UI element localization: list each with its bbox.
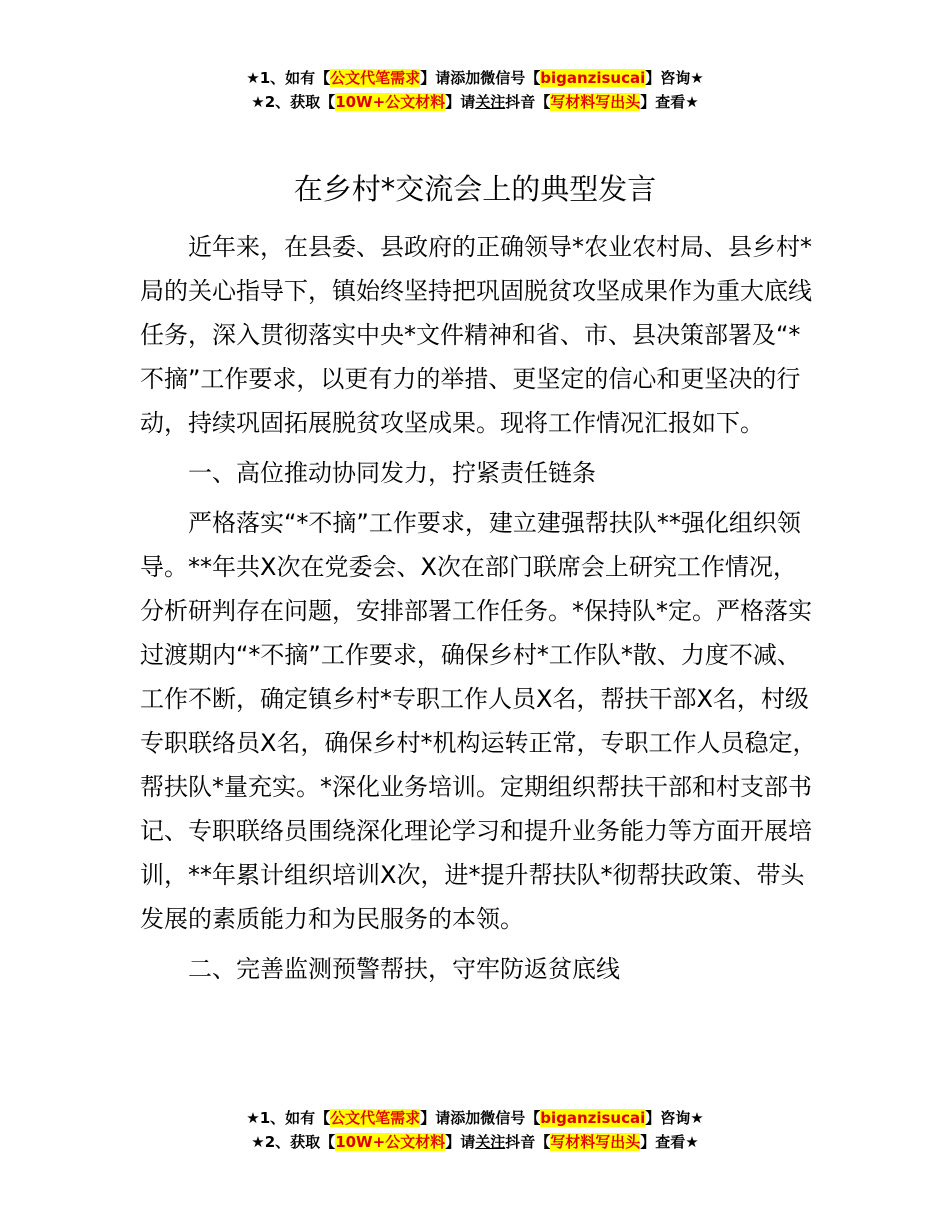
paragraph-intro: 近年来，在县委、县政府的正确领导*农业农村局、县乡村*局的关心指导下，镇始终坚持把巩固脱贫攻坚成果作为重大底线任务，深入贯彻落实中央*文件精神和省、市、县决策部署及“*不摘”工作要求，以更有力的举措、更坚定的信心和更坚决的行动，持续巩固拓展脱贫攻坚成果。现将工作情况汇报如下。 bbox=[140, 233, 812, 437]
banner-text: 抖音【 bbox=[505, 1133, 551, 1151]
banner-text: ★2、获取【 bbox=[251, 93, 336, 111]
highlight-text: 公文代笔需求 bbox=[330, 1109, 421, 1127]
banner-line-2 bbox=[0, 1130, 950, 1154]
section-heading-1: 一、高位推动协同发力，拧紧责任链条 bbox=[188, 459, 596, 487]
banner-text: ★2、获取【 bbox=[251, 1133, 336, 1151]
document-title: 在乡村*交流会上的典型发言 bbox=[293, 172, 657, 206]
section-heading-2: 二、完善监测预警帮扶，守牢防返贫底线 bbox=[188, 955, 620, 983]
banner-text: 】请添加微信号【 bbox=[420, 69, 541, 87]
wechat-id: biganzisucai bbox=[540, 1109, 646, 1127]
highlight-text: 写材料写出头 bbox=[550, 93, 641, 111]
banner-text: 】查看★ bbox=[640, 1133, 699, 1151]
banner-text: 】咨询★ bbox=[645, 69, 704, 87]
bottom-banner bbox=[0, 1106, 950, 1154]
highlight-text: 公文代笔需求 bbox=[330, 69, 421, 87]
banner-text: 】请 bbox=[445, 93, 476, 111]
wechat-id: biganzisucai bbox=[540, 69, 646, 87]
top-banner bbox=[0, 66, 950, 114]
banner-text: 】查看★ bbox=[640, 93, 699, 111]
banner-line-2 bbox=[0, 90, 950, 114]
banner-text: 】咨询★ bbox=[645, 1109, 704, 1127]
highlight-text: 10W+公文材料 bbox=[335, 1133, 446, 1151]
banner-text: 抖音【 bbox=[505, 93, 551, 111]
document-body bbox=[140, 225, 820, 997]
underlined-text: 关注 bbox=[475, 1133, 506, 1151]
banner-text: 】请 bbox=[445, 1133, 476, 1151]
banner-text: ★1、如有【 bbox=[246, 1109, 331, 1127]
banner-line-1 bbox=[0, 1106, 950, 1130]
banner-text: ★1、如有【 bbox=[246, 69, 331, 87]
banner-text: 】请添加微信号【 bbox=[420, 1109, 541, 1127]
banner-line-1 bbox=[0, 66, 950, 90]
paragraph-section-1: 严格落实“*不摘”工作要求，建立建强帮扶队**强化组织领导。**年共X次在党委会、X次在部门联席会上研究工作情况，分析研判存在问题，安排部署工作任务。*保持队*定。严格落实过渡期内“*不摘”工作要求，确保乡村*工作队*散、力度不减、工作不断，确定镇乡村*专职工作人员X名，帮扶干部X名，村级专职联络员X名，确保乡村*机构运转正常，专职工作人员稳定，帮扶队*量充实。*深化业务培训。定期组织帮扶干部和村支部书记、专职联络员围绕深化理论学习和提升业务能力等方面开展培训，**年累计组织培训X次，进*提升帮扶队*彻帮扶政策、带头发展的素质能力和为民服务的本领。 bbox=[140, 509, 817, 933]
highlight-text: 写材料写出头 bbox=[550, 1133, 641, 1151]
underlined-text: 关注 bbox=[475, 93, 506, 111]
highlight-text: 10W+公文材料 bbox=[335, 93, 446, 111]
